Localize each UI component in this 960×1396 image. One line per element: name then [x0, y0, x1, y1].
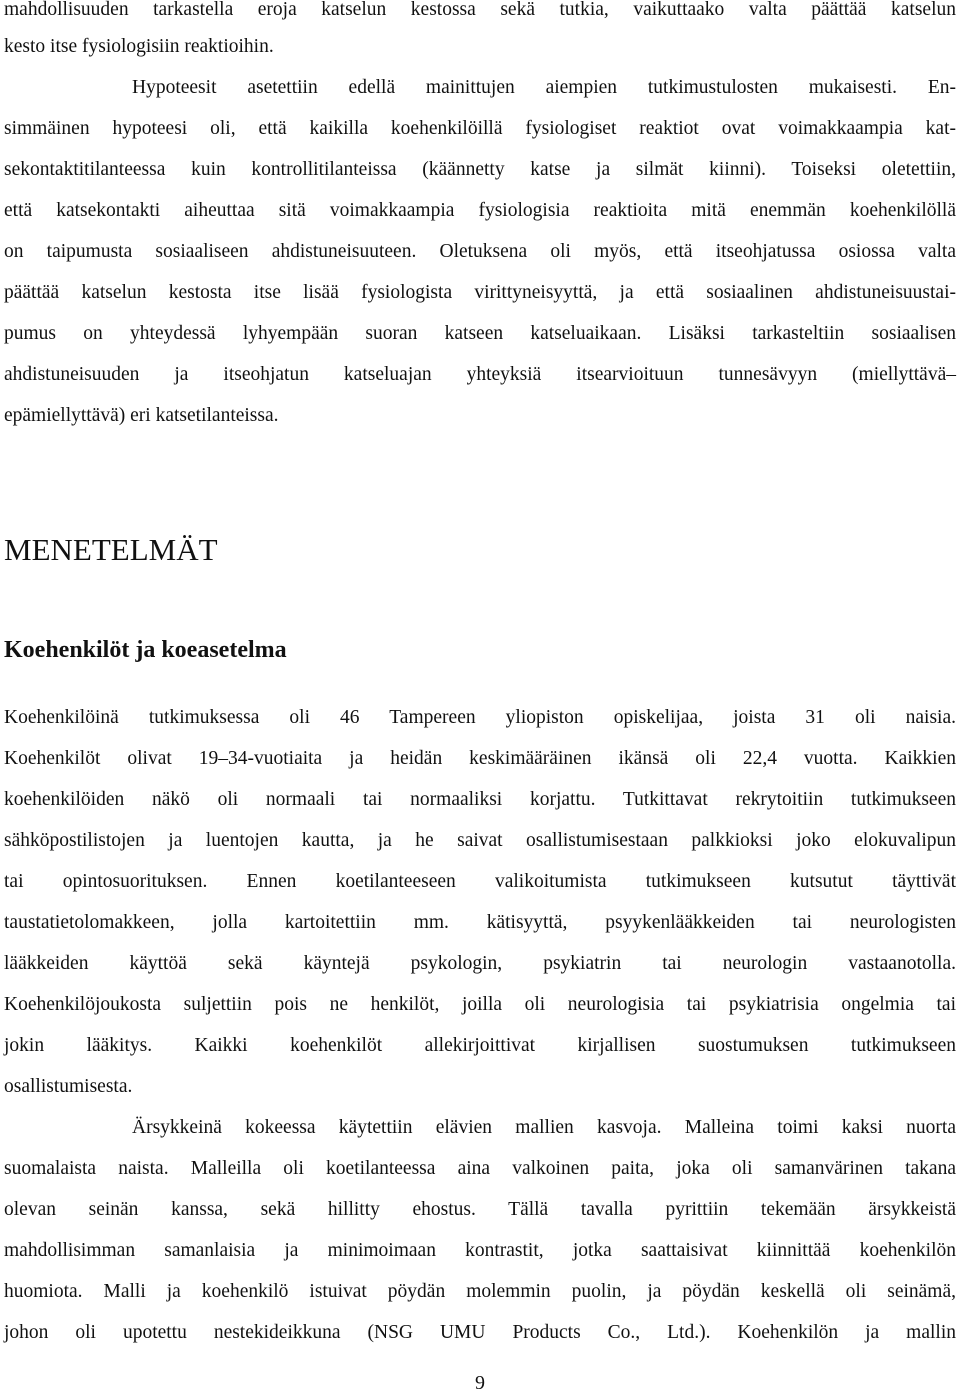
- body-line-8: Koehenkilöjoukosta suljettiin pois ne henkilöt, joilla oli neurologisia tai psykiatrisia ongelmia tai: [4, 994, 956, 1015]
- intro-line-7: on taipumusta sosiaaliseen ahdistuneisuuteen. Oletuksena oli myös, että itseohjatussa osiossa valta: [4, 241, 956, 262]
- intro-line-6: että katsekontakti aiheuttaa sitä voimakkaampia fysiologisia reaktioita mitä enemmän koehenkilöllä: [4, 200, 956, 221]
- intro-line-3: Hypoteesit asetettiin edellä mainittujen aiempien tutkimustulosten mukaisesti. En-: [132, 77, 956, 98]
- body-line-16: johon oli upotettu nestekideikkuna (NSG UMU Products Co., Ltd.). Koehenkilön ja mallin: [4, 1322, 956, 1343]
- section-heading: MENETELMÄT: [4, 532, 218, 567]
- body-line-2: Koehenkilöt olivat 19–34-vuotiaita ja heidän keskimääräinen ikänsä oli 22,4 vuotta. Kaikkien: [4, 748, 956, 769]
- page-number: 9: [475, 1372, 485, 1394]
- body-line-3: koehenkilöiden näkö oli normaali tai normaaliksi korjattu. Tutkittavat rekrytoitiin tutkimukseen: [4, 789, 956, 810]
- body-line-11: Ärsykkeinä kokeessa käytettiin elävien mallien kasvoja. Malleina toimi kaksi nuorta: [132, 1117, 956, 1138]
- body-line-10: osallistumisesta.: [4, 1076, 133, 1097]
- intro-line-5: sekontaktitilanteessa kuin kontrollitilanteissa (käännetty katse ja silmät kiinni). Toiseksi oletettiin,: [4, 159, 956, 180]
- body-line-15: huomiota. Malli ja koehenkilö istuivat pöydän molemmin puolin, ja pöydän keskellä oli seinämä,: [4, 1281, 956, 1302]
- body-line-14: mahdollisimman samanlaisia ja minimoimaan kontrastit, jotka saattaisivat kiinnittää koehenkilön: [4, 1240, 956, 1261]
- body-line-6: taustatietolomakkeen, jolla kartoitettiin mm. kätisyyttä, psyykenlääkkeiden tai neurologisten: [4, 912, 956, 933]
- body-line-4: sähköpostilistojen ja luentojen kautta, ja he saivat osallistumisestaan palkkioksi joko elokuvalipun: [4, 830, 956, 851]
- body-line-12: suomalaista naista. Malleilla oli koetilanteessa aina valkoinen paita, joka oli samanvärinen takana: [4, 1158, 956, 1179]
- intro-line-4: simmäinen hypoteesi oli, että kaikilla koehenkilöillä fysiologiset reaktiot ovat voimakkaampia kat-: [4, 118, 956, 139]
- intro-line-9: pumus on yhteydessä lyhyempään suoran katseen katseluaikaan. Lisäksi tarkasteltiin sosiaalisen: [4, 323, 956, 344]
- subsection-heading: Koehenkilöt ja koeasetelma: [4, 637, 287, 663]
- intro-line-10: ahdistuneisuuden ja itseohjatun katseluajan yhteyksiä itsearvioituun tunnesävyyn (miellyttävä–: [4, 364, 956, 385]
- body-line-7: lääkkeiden käyttöä sekä käyntejä psykologin, psykiatrin tai neurologin vastaanotolla.: [4, 953, 956, 974]
- body-line-1: Koehenkilöinä tutkimuksessa oli 46 Tampereen yliopiston opiskelijaa, joista 31 oli naisia.: [4, 707, 956, 728]
- intro-line-8: päättää katselun kestosta itse lisää fysiologista virittyneisyyttä, ja että sosiaalinen ahdistuneisuustai-: [4, 282, 956, 303]
- intro-line-1: mahdollisuuden tarkastella eroja katselun kestossa sekä tutkia, vaikuttaako valta päättää katselun: [4, 0, 956, 20]
- body-line-9: jokin lääkitys. Kaikki koehenkilöt allekirjoittivat kirjallisen suostumuksen tutkimukseen: [4, 1035, 956, 1056]
- intro-line-11: epämiellyttävä) eri katsetilanteissa.: [4, 405, 279, 426]
- body-line-13: olevan seinän kanssa, sekä hillitty ehostus. Tällä tavalla pyrittiin tekemään ärsykkeistä: [4, 1199, 956, 1220]
- intro-line-2: kesto itse fysiologisiin reaktioihin.: [4, 36, 274, 57]
- body-line-5: tai opintosuorituksen. Ennen koetilanteeseen valikoitumista tutkimukseen kutsutut täyttivät: [4, 871, 956, 892]
